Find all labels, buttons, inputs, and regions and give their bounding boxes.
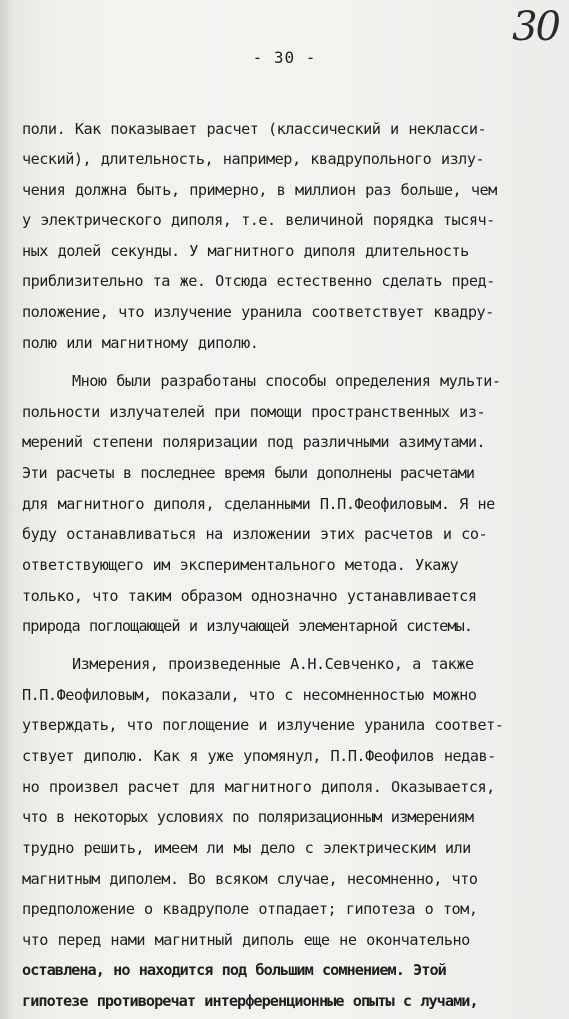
text-line-3: чения должна быть, примерно, в миллион раз больше, чем	[22, 181, 497, 199]
text-line-8: полю или магнитному диполю.	[22, 334, 259, 352]
text-line-17: природа поглощающей и излучающей элементарной системы.	[22, 617, 473, 635]
text-line-1: поли. Как показывает расчет (классический и некласси-	[22, 120, 487, 138]
text-line-23: что в некоторых условиях по поляризационным измерениям	[22, 808, 474, 826]
text-line-26: предположение о квадруполе отпадает; гипотеза о том,	[22, 900, 478, 918]
text-line-25: магнитным диполем. Во всяком случае, несомненно, что	[22, 870, 478, 888]
text-line-27: что перед нами магнитный диполь еще не окончательно	[22, 931, 470, 949]
text-line-2: ческий), длительность, например, квадрупольного излу-	[22, 150, 485, 168]
text-line-9: Мною были разработаны способы определения мульти-	[72, 372, 501, 390]
text-line-13: для магнитного диполя, сделанными П.П.Феофиловым. Я не	[22, 495, 495, 513]
text-line-5: ных долей секунды. У магнитного диполя длительность	[22, 242, 469, 260]
text-line-19: П.П.Феофиловым, показали, что с несомненностью можно	[22, 686, 477, 704]
text-line-22: но произвел расчет для магнитного диполя. Оказывается,	[22, 778, 495, 796]
text-line-21: ствует диполю. Как я уже упомянул, П.П.Феофилов недав-	[22, 747, 496, 765]
text-line-10: польности излучателей при помощи пространственных из-	[22, 403, 486, 421]
text-line-18: Измерения, произведенные А.Н.Севченко, а также	[72, 655, 474, 673]
text-line-29: гипотезе противоречат интерференционные опыты с лучами,	[22, 992, 478, 1010]
text-line-12: Эти расчеты в последнее время были дополнены расчетами	[22, 464, 475, 482]
text-line-4: у электрического диполя, т.е. величиной порядка тысяч-	[22, 211, 495, 229]
text-line-20: утверждать, что поглощение и излучение уранила соответ-	[22, 716, 504, 734]
text-line-14: буду останавливаться на изложении этих расчетов и со-	[22, 525, 488, 543]
text-line-6: приблизительно та же. Отсюда естественно сделать пред-	[22, 272, 495, 290]
handwritten-page-number: 30	[512, 4, 559, 50]
text-line-7: положение, что излучение уранила соответствует квадру-	[22, 303, 494, 321]
text-line-28: оставлена, но находится под большим сомнением. Этой	[22, 961, 446, 979]
text-line-15: ответствующего им экспериментального метода. Укажу	[22, 556, 459, 574]
text-line-16: только, что таким образом однозначно устанавливается	[22, 587, 477, 605]
text-line-11: мерений степени поляризации под различными азимутами.	[22, 433, 486, 451]
page-header: - 30 -	[252, 48, 317, 67]
text-line-24: трудно решить, имеем ли мы дело с электрическим или	[22, 839, 471, 857]
